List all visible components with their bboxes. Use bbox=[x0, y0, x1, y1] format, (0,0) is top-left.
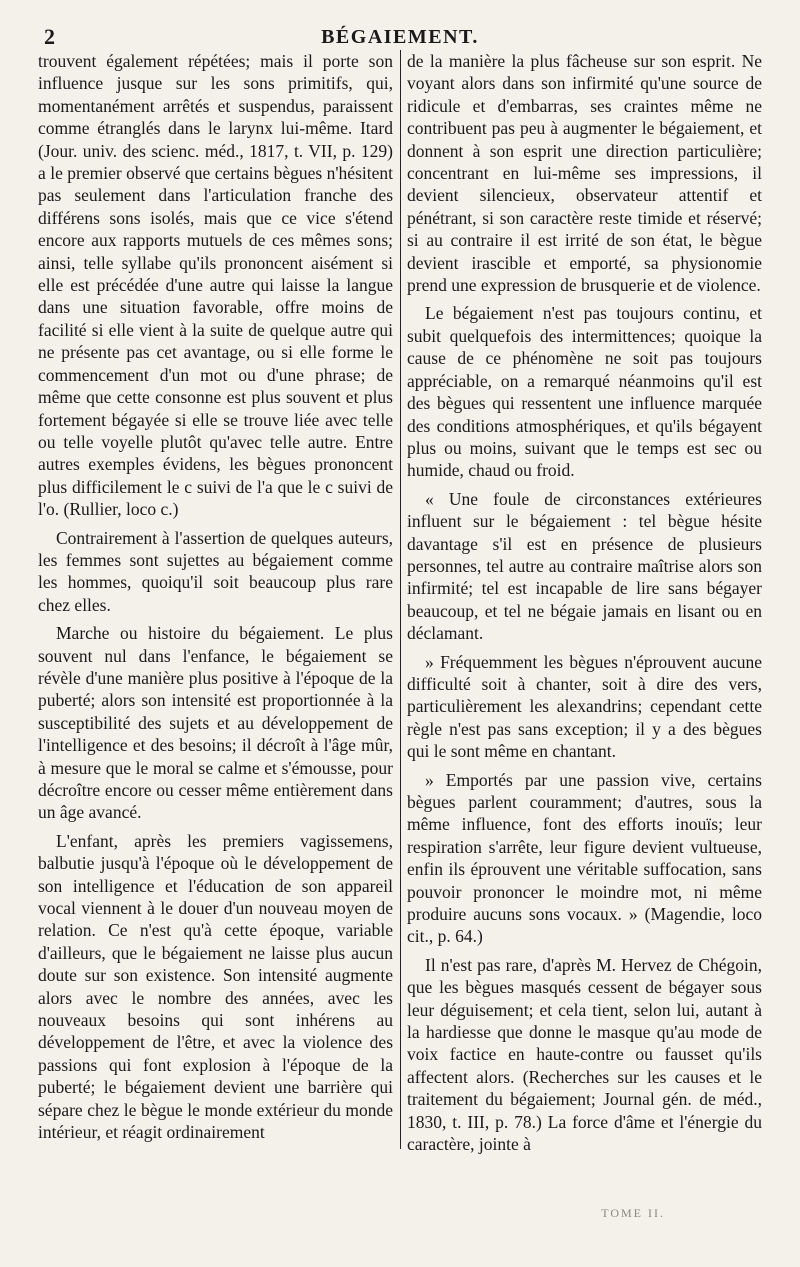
right-column bbox=[407, 50, 762, 1155]
paragraph: de la manière la plus fâcheuse sur son esprit. Ne voyant alors dans son infirmité qu'une source de ridicule et d'embarras, ses craintes même ne contribuent pas peu à augmenter le bégaiement, et donnent à son esprit une direction particulière; concentrant en lui-même ses impressions, il devient silencieux, observateur attentif et pénétrant, si son caractère reste timide et réservé; si au contraire il est irrité de son état, le bègue devient irascible et emporté, sa physionomie prend une expression de brusquerie et de violence. bbox=[407, 51, 762, 296]
footer-signature: TOME II. bbox=[601, 1206, 665, 1220]
paragraph: » Fréquemment les bègues n'éprouvent aucune difficulté soit à chanter, soit à dire des vers, particulièrement les alexandrins; cependant cette règle n'est pas sans exception; il y a des bègues qui le sont même en chantant. bbox=[407, 651, 762, 762]
paragraph: Contrairement à l'assertion de quelques auteurs, les femmes sont sujettes au bégaiement comme les hommes, quoiqu'il soit beaucoup plus rare chez elles. bbox=[38, 527, 393, 615]
paragraph: « Une foule de circonstances extérieures influent sur le bégaiement : tel bègue hésite davantage s'il est en présence de plusieurs personnes, tel autre au contraire maîtrise alors son infirmité; tel est incapable de lire sans bégayer beaucoup, et tel ne bégaie jamais en lisant ou en déclamant. bbox=[407, 488, 762, 644]
column-divider bbox=[400, 50, 401, 1149]
running-head bbox=[44, 22, 756, 52]
text-columns bbox=[38, 50, 762, 1155]
page-title: BÉGAIEMENT. bbox=[321, 25, 479, 48]
paragraph: Le bégaiement n'est pas toujours continu, et subit quelquefois des intermittences; quoique la cause de ce phénomène ne soit pas toujours appréciable, on a remarqué néanmoins qu'il est des bègues qui ressentent une influence marquée des conditions atmosphériques, et qu'ils bégayent plus ou moins, suivant que le temps est sec ou humide, chaud ou froid. bbox=[407, 303, 762, 481]
paragraph: » Emportés par une passion vive, certains bègues parlent couramment; d'autres, sous la même influence, font des efforts inouïs; leur respiration s'arrête, leur figure devient vultueuse, enfin ils éprouvent une véritable suffocation, sans pouvoir prononcer le moindre mot, ni même produire aucuns sons vocaux. » (Magendie, loco cit., p. 64.) bbox=[407, 769, 762, 947]
paragraph: trouvent également répétées; mais il porte son influence jusque sur les sons primitifs, qui, momentanément arrêtés et suspendus, paraissent comme étranglés dans le larynx lui-même. Itard (Jour. univ. des scienc. méd., 1817, t. VII, p. 129) a le premier observé que certains bègues n'hésitent pas seulement dans l'articulation franche des différens sons isolés, mais que ce vice s'étend encore aux rapports mutuels de ces mêmes sons; ainsi, telle syllabe qu'ils prononcent aisément si elle est précédée d'une autre qui laisse la langue dans une situation favorable, offre moins de facilité si elle vient à la suite de quelque autre qui ne présente pas cet avantage, ou si elle forme le commencement d'un mot ou d'une phrase; de même que cette consonne est plus souvent et plus fortement bégayée si elle se trouve liée avec telle ou telle voyelle plutôt qu'avec telle autre. Entre autres exemples évidens, les bègues prononcent plus difficilement le c suivi de l'a que le c suivi de l'o. (Rullier, loco c.) bbox=[38, 51, 393, 520]
left-column bbox=[38, 50, 393, 1149]
page-number: 2 bbox=[44, 24, 55, 49]
paragraph: Il n'est pas rare, d'après M. Hervez de Chégoin, que les bègues masqués cessent de bégayer sous leur déguisement; et cela tient, selon lui, autant à la hardiesse que donne le masque qu'au mode de voix factice en haute-contre ou fausset qu'ils affectent alors. (Recherches sur les causes et le traitement du bégaiement; Journal gén. de méd., 1830, t. III, p. 78.) La force d'âme et l'énergie du caractère, jointe à bbox=[407, 954, 762, 1155]
paragraph: Marche ou histoire du bégaiement. Le plus souvent nul dans l'enfance, le bégaiement se révèle d'une manière plus positive à l'époque de la puberté; alors son intensité est proportionnée à la susceptibilité des sujets et au développement de l'intelligence et des besoins; il décroît à l'âge mûr, à mesure que le moral se calme et s'émousse, pour décroître encore ou cesser même entièrement dans un âge avancé. bbox=[38, 623, 393, 823]
paragraph: L'enfant, après les premiers vagissemens, balbutie jusqu'à l'époque où le développement de son intelligence et l'éducation de son appareil vocal viennent à le douer d'un nouveau moyen de relation. Ce n'est qu'à cette époque, variable d'ailleurs, que le bégaiement ne laisse plus aucun doute sur son existence. Son intensité augmente alors avec le nombre des années, avec les nouveaux besoins qui sont inhérens au développement de l'être, et avec la violence des passions qui font explosion à l'époque de la puberté; le bégaiement devient une barrière qui sépare chez le bègue le monde extérieur du monde intérieur, et réagit ordinairement bbox=[38, 830, 393, 1143]
